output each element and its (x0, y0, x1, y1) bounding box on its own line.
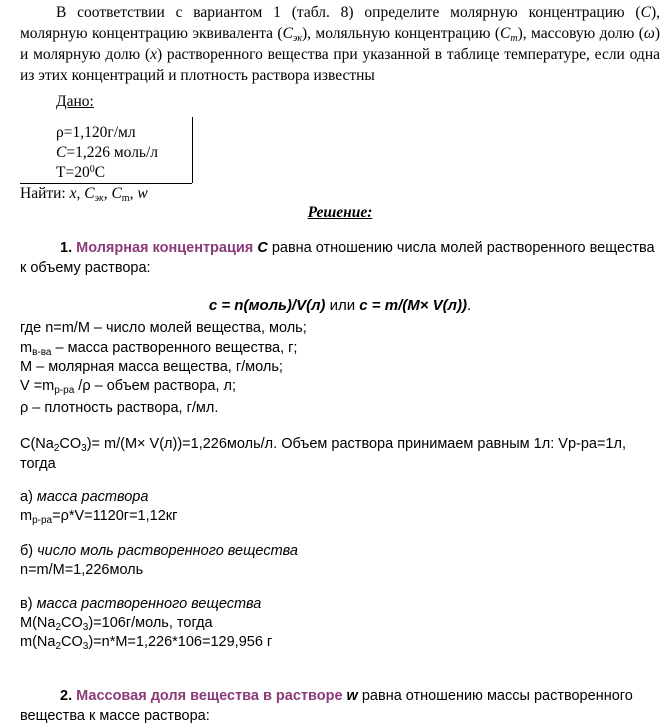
symbol-x: x (150, 46, 157, 63)
step-b-label: б) число моль растворенного вещества (20, 543, 298, 559)
calculation-molarity: $C(Na_2CO_3)= m/(M\times$ V(л))=1,226моль/л. Объем раствора принимаем равным 1л: Vр-ра=1л, тогда (20, 436, 626, 472)
step-c-mass: $m(Na_2CO_3)=n*M=1,226*106=129,956$ г (20, 634, 273, 652)
given-concentration: C=1,226 моль/л (56, 144, 159, 161)
given-divider-vertical (192, 117, 193, 183)
intro-text: ), массовую долю ( (517, 25, 644, 42)
intro-text: ), молярную концентрацию эквивалента ( (20, 4, 660, 42)
solution-heading: Решение: (307, 204, 373, 221)
symbol-ceq: $C_{эк}$ (282, 25, 303, 44)
definition-rho: ρ – плотность раствора, г/мл. (20, 400, 219, 416)
definition-M: M – молярная масса вещества, г/моль; (20, 359, 283, 375)
given-title: Дано: (56, 93, 94, 110)
definition-n: где n=m/M – число молей вещества, моль; (20, 320, 307, 336)
step-c-label: в) масса растворенного вещества (20, 596, 262, 612)
symbol-cm: $C_m$ (500, 25, 518, 44)
intro-text: ) растворенного вещества при указанной в таблице температуре, если одна из этих концентраций и плотность раствора известны (20, 46, 660, 84)
symbol-c: C (640, 4, 651, 21)
definition-m: $m_{в-ва}$ – масса растворенного вещества, г; (20, 340, 298, 358)
step-c-molar-mass: $M(Na_2CO_3)=106г$/моль, тогда (20, 615, 213, 633)
intro-text: ), моляльную концентрацию ( (302, 25, 501, 42)
section-2-intro: 2. Массовая доля вещества в растворе w равна отношению массы растворенного вещества к массе раствора: (20, 688, 633, 724)
step-a-equation: $m_{р-ра}=\rho*V=1120г=1,12кг$ (20, 508, 178, 526)
given-rho: ρ=1,120г/мл (56, 124, 136, 141)
symbol-omega: ω (643, 25, 655, 42)
given-temperature: $T=20^0C$ (56, 164, 106, 181)
definition-v: $V =m_{р-ра}$ /ρ – объем раствора, л; (20, 378, 237, 396)
intro-text: В соответствии с вариантом 1 (табл. 8) определите молярную концентрацию ( (56, 4, 641, 21)
step-a-label: а) масса раствора (20, 489, 149, 505)
intro-text: ) и молярную долю ( (20, 25, 660, 63)
find-line: Найти: x, $C_{эк}$, $C_m$, w (20, 185, 148, 204)
given-divider-horizontal (20, 183, 192, 184)
molar-concentration-formula: c = n(моль)/V(л) или c = m/(M× V(л)). (208, 297, 472, 314)
step-b-equation: n=m/M=1,226моль (20, 562, 144, 578)
task-statement (20, 2, 660, 86)
section-1-intro: 1. Молярная концентрация C равна отношению числа молей растворенного вещества к объему раствора: (20, 240, 655, 276)
